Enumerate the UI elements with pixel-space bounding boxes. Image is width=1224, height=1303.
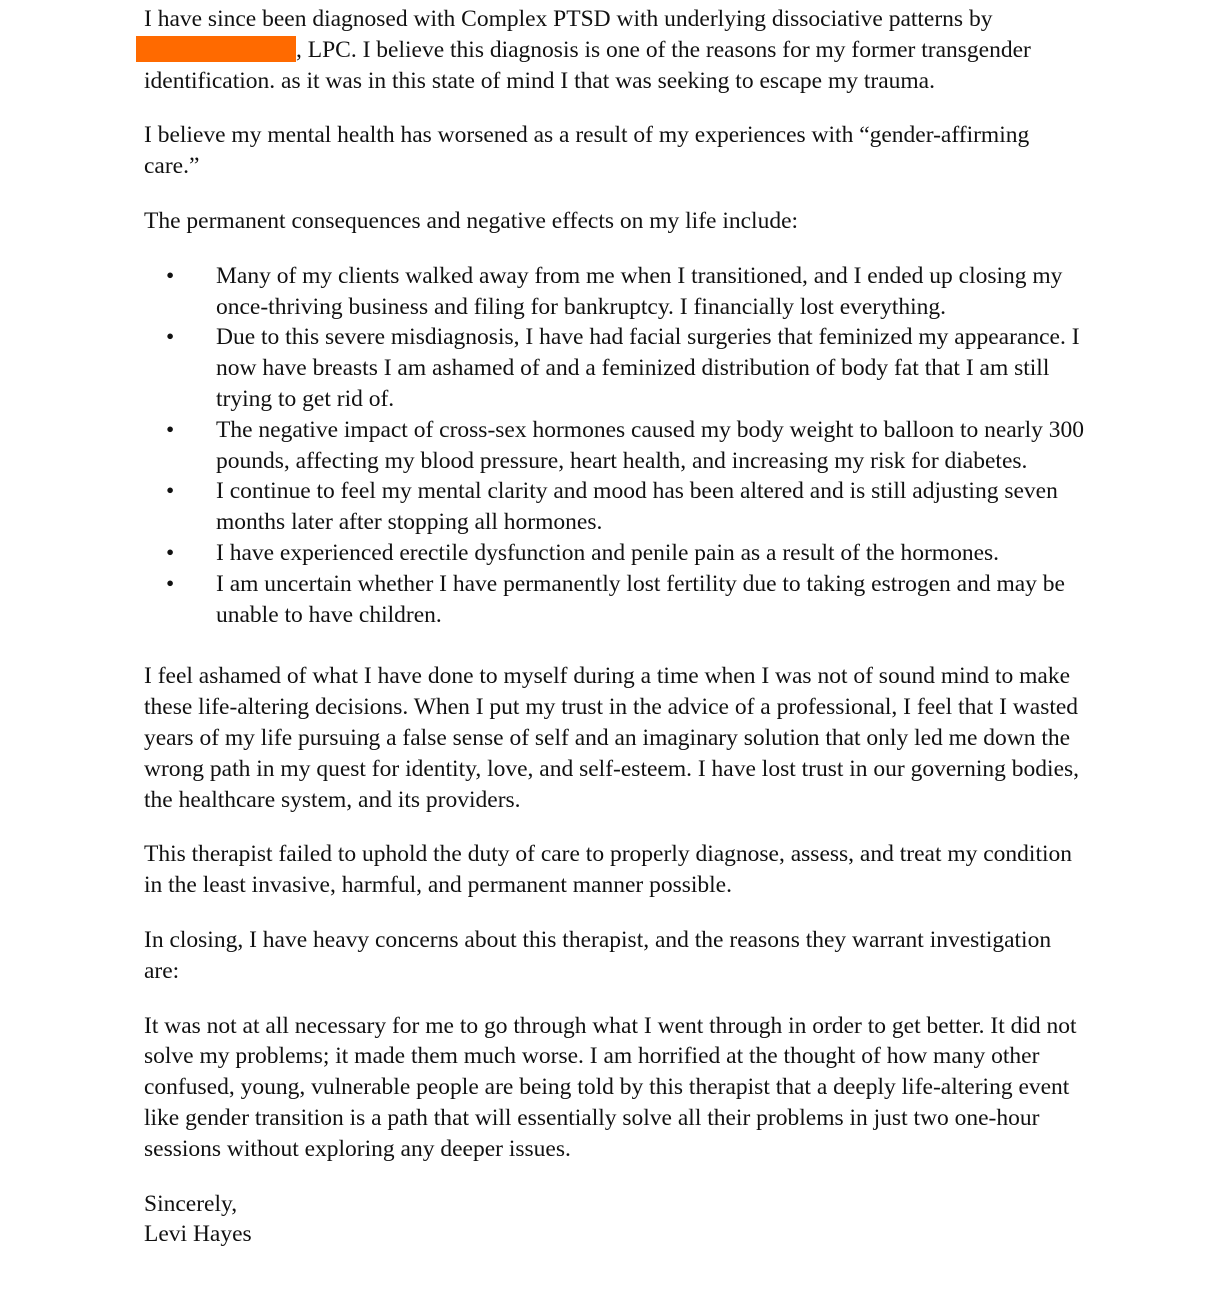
paragraph-closing-concerns: In closing, I have heavy concerns about this therapist, and the reasons they warrant investigation are: bbox=[144, 926, 1052, 984]
letter-closing bbox=[144, 1189, 1084, 1251]
list-item-text: The negative impact of cross-sex hormones caused my body weight to balloon to nearly 300 pounds, affecting my blood pressure, heart health, and increasing my risk for diabetes. bbox=[216, 416, 1084, 474]
sign-off: Sincerely, bbox=[144, 1190, 238, 1217]
list-item bbox=[166, 322, 1084, 414]
list-item bbox=[166, 538, 1084, 569]
bullet-glyph: • bbox=[166, 324, 175, 351]
letter-body bbox=[144, 4, 1084, 1250]
paragraph-ashamed: I feel ashamed of what I have done to myself during a time when I was not of sound mind to make these life-altering decisions. When I put my trust in the advice of a professional, I feel that I wasted years of my life pursuing a false sense of self and an imaginary solution that only led me down the wrong path in my quest for identity, love, and self-esteem. I have lost trust in our governing bodies, the healthcare system, and its providers. bbox=[144, 663, 1080, 813]
bullet-glyph: • bbox=[166, 478, 175, 505]
list-item-text: I am uncertain whether I have permanently lost fertility due to taking estrogen and may be unable to have children. bbox=[216, 570, 1065, 628]
bullet-glyph: • bbox=[166, 570, 175, 597]
effects-list bbox=[144, 261, 1084, 631]
paragraph-mental-health: I believe my mental health has worsened as a result of my experiences with “gender-affirming care.” bbox=[144, 122, 1030, 180]
signature-name: Levi Hayes bbox=[144, 1221, 252, 1248]
redaction-block bbox=[136, 36, 296, 62]
paragraph-diagnosis-start: I have since been diagnosed with Complex PTSD with underlying dissociative patterns by bbox=[144, 6, 993, 32]
bullet-glyph: • bbox=[166, 539, 175, 566]
bullet-glyph: • bbox=[166, 416, 175, 443]
paragraph-diagnosis-end: , LPC. I believe this diagnosis is one of the reasons for my former transgender identification. as it was in this state of mind I that was seeking to escape my trauma. bbox=[144, 36, 1031, 94]
list-item bbox=[166, 415, 1084, 477]
paragraph-not-necessary: It was not at all necessary for me to go through what I went through in order to get better. It did not solve my problems; it made them much worse. I am horrified at the thought of how many other confused, young, vulnerable people are being told by this therapist that a deeply life-altering event like gender transition is a path that will essentially solve all their problems in just two one-hour sessions without exploring any deeper issues. bbox=[144, 1012, 1077, 1162]
list-item bbox=[166, 569, 1084, 631]
list-item-text: I have experienced erectile dysfunction and penile pain as a result of the hormones. bbox=[216, 539, 1000, 566]
paragraph-consequences-intro: The permanent consequences and negative effects on my life include: bbox=[144, 207, 799, 234]
list-item bbox=[166, 261, 1084, 323]
bullet-glyph: • bbox=[166, 262, 175, 289]
list-item-text: Many of my clients walked away from me when I transitioned, and I ended up closing my once-thriving business and filing for bankruptcy. I financially lost everything. bbox=[216, 262, 1063, 320]
list-item-text: Due to this severe misdiagnosis, I have had facial surgeries that feminized my appearance. I now have breasts I am ashamed of and a feminized distribution of body fat that I am still trying to get rid of. bbox=[216, 324, 1080, 412]
paragraph-duty-of-care: This therapist failed to uphold the duty of care to properly diagnose, assess, and treat my condition in the least invasive, harmful, and permanent manner possible. bbox=[144, 841, 1073, 899]
list-item-text: I continue to feel my mental clarity and mood has been altered and is still adjusting seven months later after stopping all hormones. bbox=[216, 478, 1058, 536]
paragraph-diagnosis bbox=[144, 4, 1084, 96]
list-item bbox=[166, 476, 1084, 538]
